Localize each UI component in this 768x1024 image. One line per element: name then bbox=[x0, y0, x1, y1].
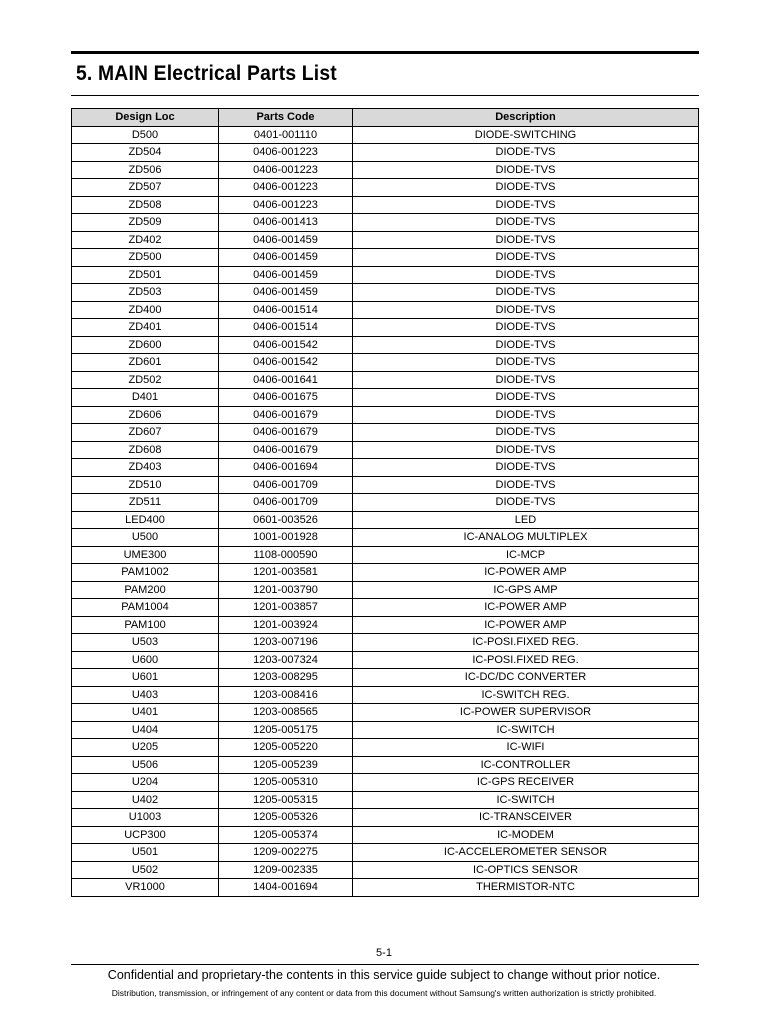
cell-description: DIODE-TVS bbox=[353, 441, 699, 459]
table-row bbox=[72, 249, 699, 267]
table-row bbox=[72, 476, 699, 494]
cell-parts-code: 0406-001709 bbox=[219, 476, 353, 494]
cell-parts-code: 1203-008295 bbox=[219, 669, 353, 687]
cell-parts-code: 0406-001675 bbox=[219, 389, 353, 407]
parts-table-body bbox=[72, 126, 699, 896]
cell-parts-code: 0406-001542 bbox=[219, 336, 353, 354]
table-row bbox=[72, 756, 699, 774]
cell-description: DIODE-TVS bbox=[353, 371, 699, 389]
cell-parts-code: 0406-001413 bbox=[219, 214, 353, 232]
cell-design-loc: ZD511 bbox=[72, 494, 219, 512]
table-row bbox=[72, 616, 699, 634]
cell-design-loc: LED400 bbox=[72, 511, 219, 529]
cell-description: DIODE-TVS bbox=[353, 214, 699, 232]
cell-design-loc: ZD607 bbox=[72, 424, 219, 442]
table-row bbox=[72, 546, 699, 564]
cell-design-loc: U204 bbox=[72, 774, 219, 792]
cell-parts-code: 0406-001709 bbox=[219, 494, 353, 512]
cell-parts-code: 0406-001679 bbox=[219, 441, 353, 459]
cell-description: IC-POSI.FIXED REG. bbox=[353, 651, 699, 669]
cell-parts-code: 0401-001110 bbox=[219, 126, 353, 144]
cell-description: DIODE-TVS bbox=[353, 424, 699, 442]
table-row bbox=[72, 161, 699, 179]
cell-description: IC-SWITCH bbox=[353, 721, 699, 739]
cell-description: THERMISTOR-NTC bbox=[353, 879, 699, 897]
cell-design-loc: ZD400 bbox=[72, 301, 219, 319]
cell-parts-code: 1205-005239 bbox=[219, 756, 353, 774]
cell-description: DIODE-TVS bbox=[353, 231, 699, 249]
cell-parts-code: 1201-003857 bbox=[219, 599, 353, 617]
cell-description: IC-POWER AMP bbox=[353, 599, 699, 617]
cell-description: IC-POWER AMP bbox=[353, 616, 699, 634]
cell-parts-code: 0406-001223 bbox=[219, 161, 353, 179]
table-row bbox=[72, 231, 699, 249]
cell-parts-code: 0406-001223 bbox=[219, 196, 353, 214]
table-row bbox=[72, 774, 699, 792]
cell-description: IC-POSI.FIXED REG. bbox=[353, 634, 699, 652]
cell-design-loc: U402 bbox=[72, 791, 219, 809]
cell-design-loc: ZD403 bbox=[72, 459, 219, 477]
cell-design-loc: ZD506 bbox=[72, 161, 219, 179]
cell-parts-code: 1404-001694 bbox=[219, 879, 353, 897]
cell-parts-code: 0406-001514 bbox=[219, 319, 353, 337]
cell-description: IC-WIFI bbox=[353, 739, 699, 757]
table-row bbox=[72, 844, 699, 862]
table-row bbox=[72, 214, 699, 232]
cell-parts-code: 1209-002275 bbox=[219, 844, 353, 862]
table-row bbox=[72, 126, 699, 144]
table-row bbox=[72, 529, 699, 547]
table-row bbox=[72, 196, 699, 214]
table-row bbox=[72, 879, 699, 897]
cell-design-loc: UCP300 bbox=[72, 826, 219, 844]
cell-parts-code: 1108-000590 bbox=[219, 546, 353, 564]
footer-notice: Confidential and proprietary-the contents in this service guide subject to change without prior notice. bbox=[107, 968, 661, 982]
cell-parts-code: 1201-003790 bbox=[219, 581, 353, 599]
cell-description: IC-MCP bbox=[353, 546, 699, 564]
cell-parts-code: 0406-001459 bbox=[219, 231, 353, 249]
table-row bbox=[72, 406, 699, 424]
table-row bbox=[72, 494, 699, 512]
cell-parts-code: 1205-005315 bbox=[219, 791, 353, 809]
cell-parts-code: 0406-001459 bbox=[219, 284, 353, 302]
table-row bbox=[72, 301, 699, 319]
cell-design-loc: ZD608 bbox=[72, 441, 219, 459]
cell-design-loc: ZD507 bbox=[72, 179, 219, 197]
cell-design-loc: ZD501 bbox=[72, 266, 219, 284]
cell-description: DIODE-TVS bbox=[353, 459, 699, 477]
table-row bbox=[72, 441, 699, 459]
cell-parts-code: 0406-001641 bbox=[219, 371, 353, 389]
table-row bbox=[72, 721, 699, 739]
cell-design-loc: UME300 bbox=[72, 546, 219, 564]
table-row bbox=[72, 179, 699, 197]
cell-description: DIODE-TVS bbox=[353, 389, 699, 407]
table-row bbox=[72, 704, 699, 722]
cell-description: IC-OPTICS SENSOR bbox=[353, 861, 699, 879]
cell-parts-code: 1201-003581 bbox=[219, 564, 353, 582]
cell-description: DIODE-SWITCHING bbox=[353, 126, 699, 144]
cell-parts-code: 1209-002335 bbox=[219, 861, 353, 879]
table-row bbox=[72, 686, 699, 704]
cell-description: DIODE-TVS bbox=[353, 179, 699, 197]
cell-design-loc: U1003 bbox=[72, 809, 219, 827]
cell-parts-code: 0406-001223 bbox=[219, 179, 353, 197]
table-row bbox=[72, 826, 699, 844]
cell-design-loc: PAM100 bbox=[72, 616, 219, 634]
cell-design-loc: D401 bbox=[72, 389, 219, 407]
table-row bbox=[72, 424, 699, 442]
cell-design-loc: U501 bbox=[72, 844, 219, 862]
parts-table bbox=[71, 108, 699, 897]
cell-description: IC-CONTROLLER bbox=[353, 756, 699, 774]
cell-design-loc: ZD600 bbox=[72, 336, 219, 354]
cell-description: IC-DC/DC CONVERTER bbox=[353, 669, 699, 687]
cell-description: DIODE-TVS bbox=[353, 354, 699, 372]
table-row bbox=[72, 669, 699, 687]
cell-parts-code: 0406-001514 bbox=[219, 301, 353, 319]
cell-design-loc: U502 bbox=[72, 861, 219, 879]
top-rule bbox=[71, 51, 699, 54]
table-row bbox=[72, 581, 699, 599]
cell-design-loc: D500 bbox=[72, 126, 219, 144]
cell-description: IC-ACCELEROMETER SENSOR bbox=[353, 844, 699, 862]
cell-parts-code: 0406-001679 bbox=[219, 406, 353, 424]
cell-design-loc: ZD401 bbox=[72, 319, 219, 337]
cell-parts-code: 1205-005310 bbox=[219, 774, 353, 792]
cell-design-loc: U403 bbox=[72, 686, 219, 704]
cell-description: DIODE-TVS bbox=[353, 406, 699, 424]
table-row bbox=[72, 266, 699, 284]
page-number: 5-1 bbox=[376, 947, 392, 959]
table-row bbox=[72, 389, 699, 407]
cell-parts-code: 0406-001459 bbox=[219, 266, 353, 284]
table-row bbox=[72, 791, 699, 809]
cell-description: DIODE-TVS bbox=[353, 284, 699, 302]
table-row bbox=[72, 371, 699, 389]
table-row bbox=[72, 861, 699, 879]
cell-design-loc: PAM200 bbox=[72, 581, 219, 599]
cell-parts-code: 0601-003526 bbox=[219, 511, 353, 529]
cell-design-loc: ZD503 bbox=[72, 284, 219, 302]
cell-design-loc: VR1000 bbox=[72, 879, 219, 897]
table-row bbox=[72, 809, 699, 827]
cell-description: IC-SWITCH bbox=[353, 791, 699, 809]
cell-description: IC-SWITCH REG. bbox=[353, 686, 699, 704]
cell-design-loc: U404 bbox=[72, 721, 219, 739]
table-row bbox=[72, 459, 699, 477]
cell-design-loc: ZD502 bbox=[72, 371, 219, 389]
table-row bbox=[72, 511, 699, 529]
table-row bbox=[72, 651, 699, 669]
table-row bbox=[72, 354, 699, 372]
cell-description: IC-POWER AMP bbox=[353, 564, 699, 582]
cell-design-loc: PAM1004 bbox=[72, 599, 219, 617]
cell-parts-code: 1203-007324 bbox=[219, 651, 353, 669]
cell-description: IC-GPS AMP bbox=[353, 581, 699, 599]
column-header-design-loc: Design Loc bbox=[72, 109, 219, 127]
cell-design-loc: ZD500 bbox=[72, 249, 219, 267]
cell-parts-code: 1203-008416 bbox=[219, 686, 353, 704]
cell-description: IC-TRANSCEIVER bbox=[353, 809, 699, 827]
cell-design-loc: ZD510 bbox=[72, 476, 219, 494]
cell-design-loc: U506 bbox=[72, 756, 219, 774]
table-row bbox=[72, 564, 699, 582]
cell-description: IC-ANALOG MULTIPLEX bbox=[353, 529, 699, 547]
cell-parts-code: 1205-005326 bbox=[219, 809, 353, 827]
cell-parts-code: 1203-007196 bbox=[219, 634, 353, 652]
cell-parts-code: 1203-008565 bbox=[219, 704, 353, 722]
cell-design-loc: ZD509 bbox=[72, 214, 219, 232]
cell-design-loc: PAM1002 bbox=[72, 564, 219, 582]
cell-design-loc: U401 bbox=[72, 704, 219, 722]
cell-parts-code: 0406-001223 bbox=[219, 144, 353, 162]
cell-design-loc: U601 bbox=[72, 669, 219, 687]
cell-description: IC-POWER SUPERVISOR bbox=[353, 704, 699, 722]
cell-parts-code: 1201-003924 bbox=[219, 616, 353, 634]
cell-description: DIODE-TVS bbox=[353, 266, 699, 284]
cell-parts-code: 0406-001679 bbox=[219, 424, 353, 442]
title-rule bbox=[71, 95, 699, 96]
cell-parts-code: 1001-001928 bbox=[219, 529, 353, 547]
footer-rule bbox=[71, 964, 699, 965]
cell-description: DIODE-TVS bbox=[353, 161, 699, 179]
table-row bbox=[72, 284, 699, 302]
cell-design-loc: U500 bbox=[72, 529, 219, 547]
footer-legal: Distribution, transmission, or infringement of any content or data from this document without Samsung's written authorization is strictly prohibited. bbox=[111, 988, 657, 998]
cell-parts-code: 1205-005220 bbox=[219, 739, 353, 757]
cell-parts-code: 1205-005374 bbox=[219, 826, 353, 844]
cell-parts-code: 0406-001542 bbox=[219, 354, 353, 372]
cell-design-loc: U205 bbox=[72, 739, 219, 757]
cell-description: DIODE-TVS bbox=[353, 196, 699, 214]
table-row bbox=[72, 144, 699, 162]
cell-description: DIODE-TVS bbox=[353, 144, 699, 162]
cell-parts-code: 1205-005175 bbox=[219, 721, 353, 739]
cell-description: LED bbox=[353, 511, 699, 529]
cell-design-loc: ZD402 bbox=[72, 231, 219, 249]
cell-description: IC-MODEM bbox=[353, 826, 699, 844]
table-row bbox=[72, 599, 699, 617]
page-title: 5. MAIN Electrical Parts List bbox=[76, 62, 337, 85]
cell-description: IC-GPS RECEIVER bbox=[353, 774, 699, 792]
cell-parts-code: 0406-001694 bbox=[219, 459, 353, 477]
cell-design-loc: U600 bbox=[72, 651, 219, 669]
cell-design-loc: ZD504 bbox=[72, 144, 219, 162]
cell-description: DIODE-TVS bbox=[353, 301, 699, 319]
cell-parts-code: 0406-001459 bbox=[219, 249, 353, 267]
cell-description: DIODE-TVS bbox=[353, 494, 699, 512]
table-header-row bbox=[72, 109, 699, 127]
cell-description: DIODE-TVS bbox=[353, 319, 699, 337]
cell-design-loc: ZD601 bbox=[72, 354, 219, 372]
column-header-description: Description bbox=[353, 109, 699, 127]
cell-description: DIODE-TVS bbox=[353, 336, 699, 354]
table-row bbox=[72, 634, 699, 652]
table-row bbox=[72, 319, 699, 337]
cell-description: DIODE-TVS bbox=[353, 249, 699, 267]
table-row bbox=[72, 739, 699, 757]
table-row bbox=[72, 336, 699, 354]
cell-design-loc: ZD508 bbox=[72, 196, 219, 214]
column-header-parts-code: Parts Code bbox=[219, 109, 353, 127]
cell-design-loc: U503 bbox=[72, 634, 219, 652]
cell-design-loc: ZD606 bbox=[72, 406, 219, 424]
cell-description: DIODE-TVS bbox=[353, 476, 699, 494]
